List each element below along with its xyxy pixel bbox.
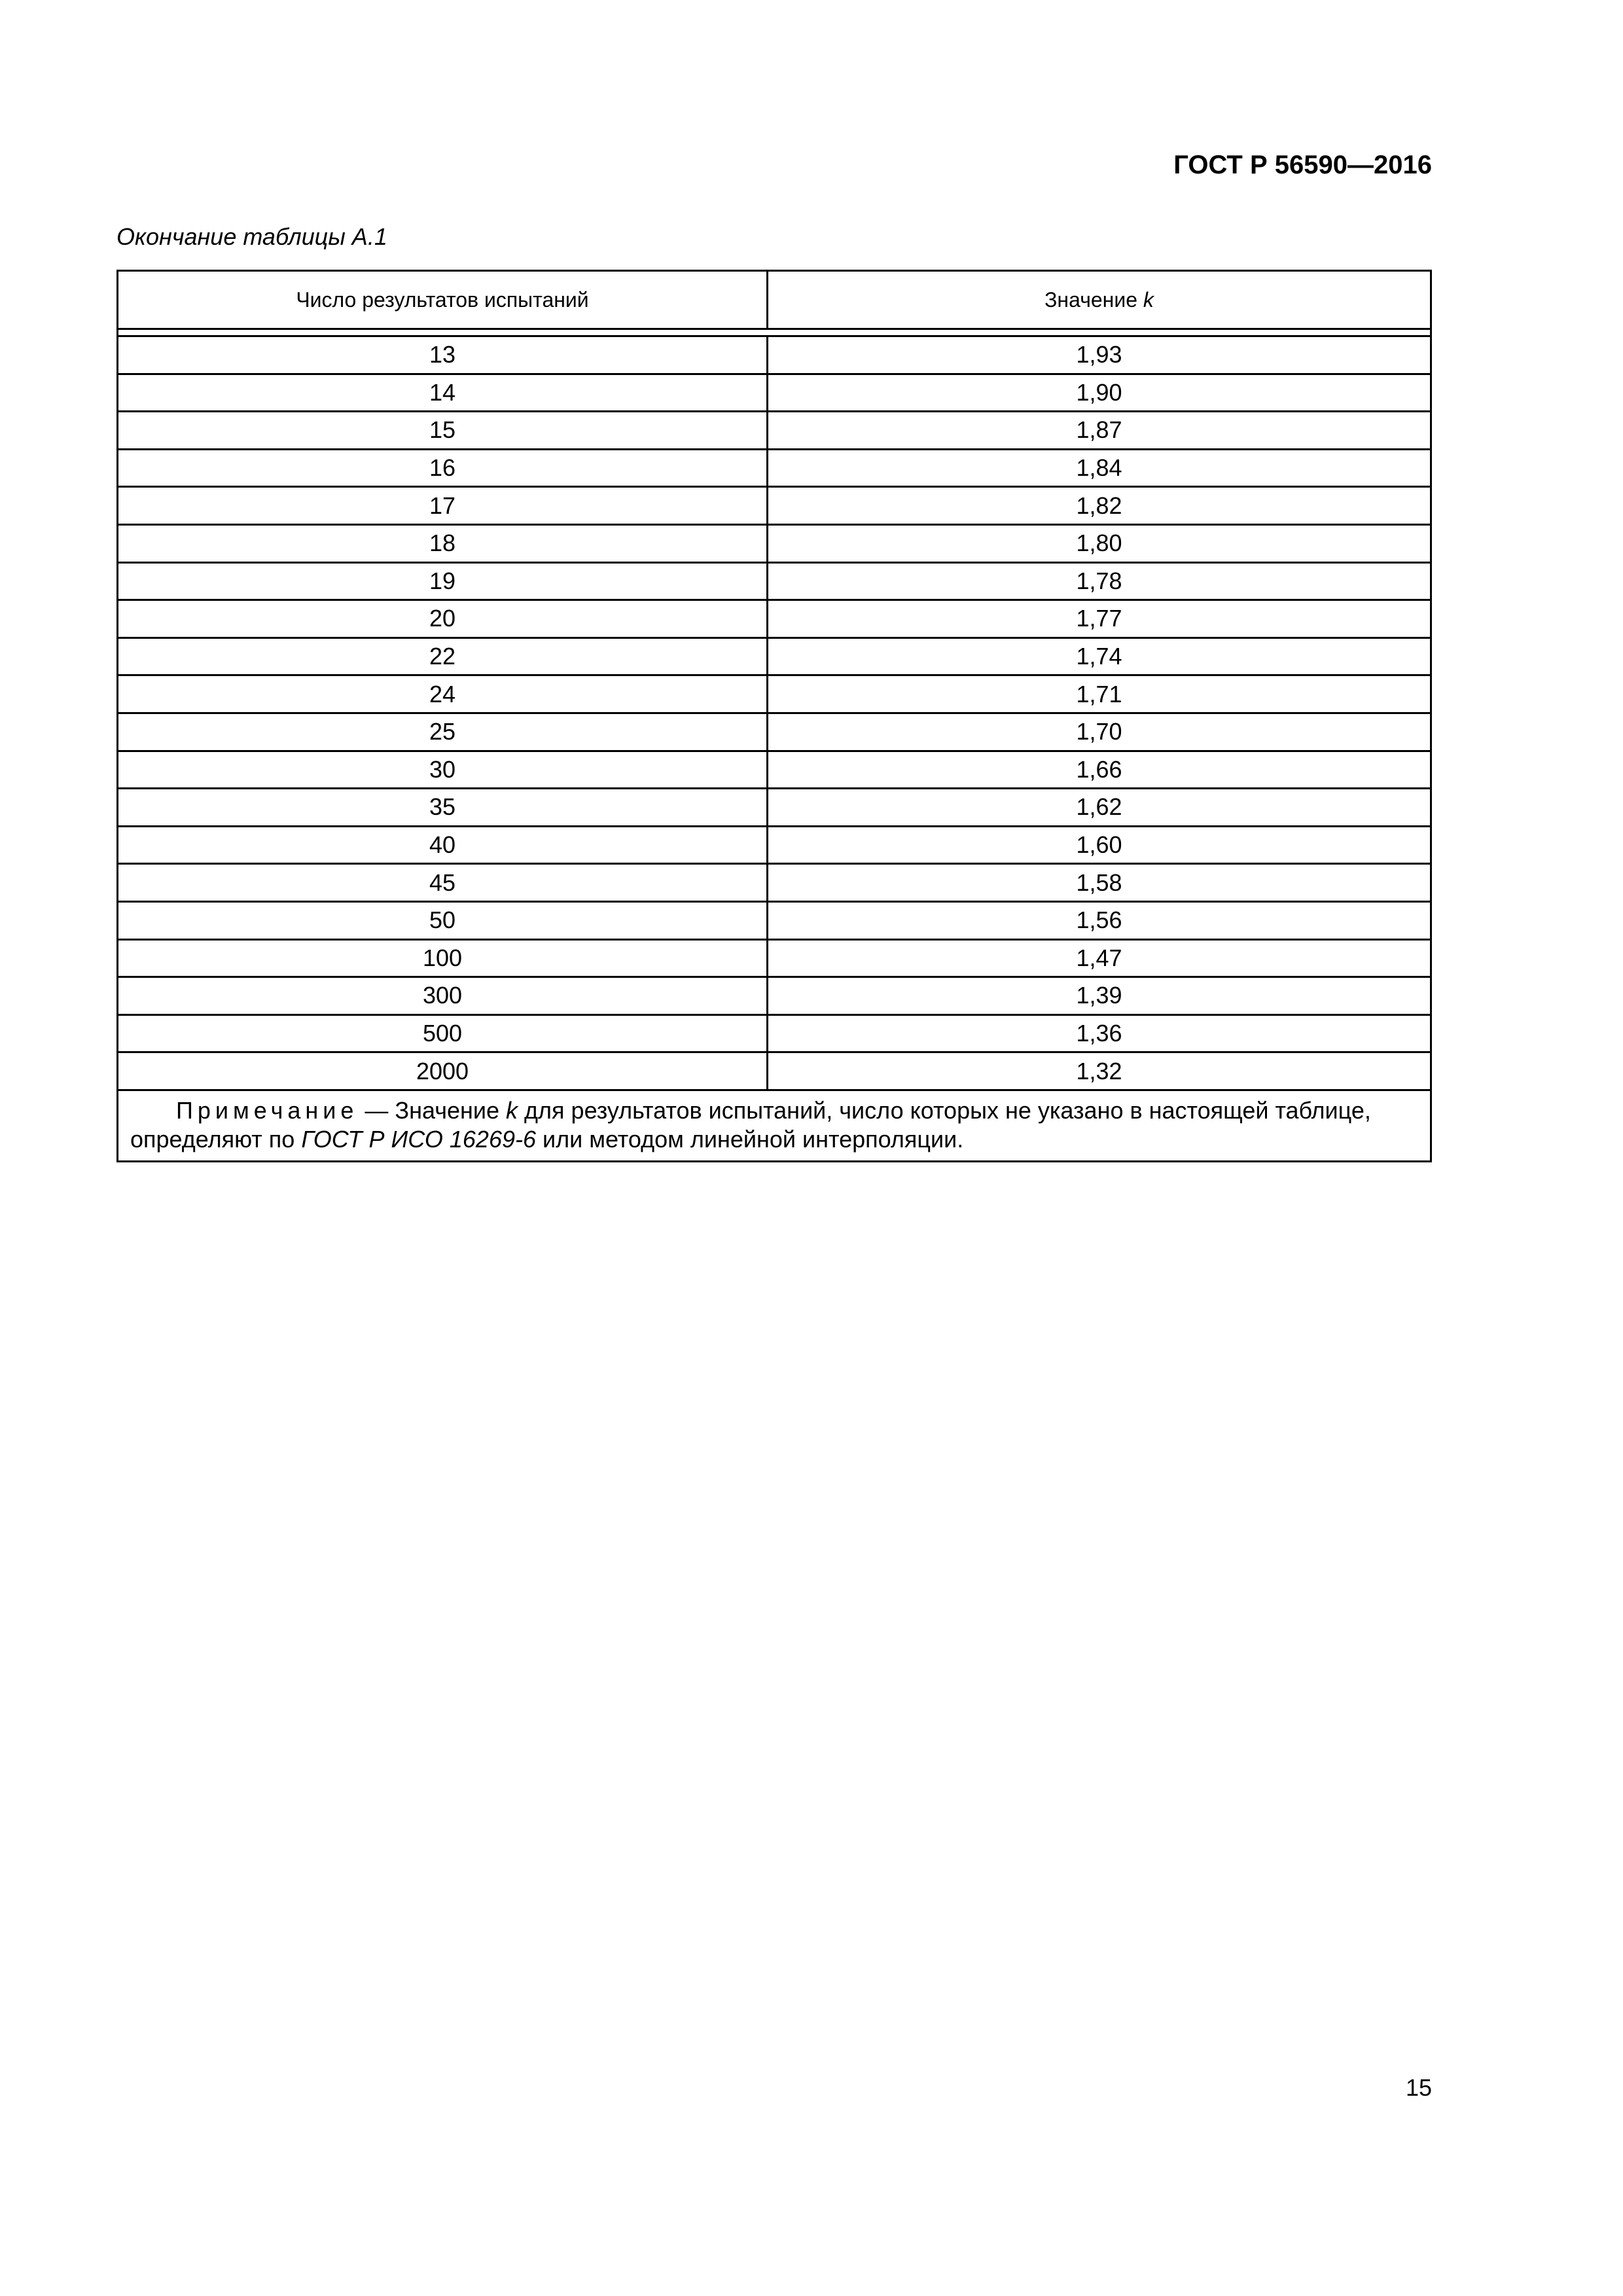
cell-test-count: 19	[118, 564, 768, 600]
table-row	[118, 337, 1430, 375]
table-row	[118, 526, 1430, 564]
page-number: 15	[1405, 2074, 1432, 2101]
table-row	[118, 488, 1430, 526]
cell-test-count: 40	[118, 827, 768, 863]
note-text-2: или методом линейной интерполяции.	[536, 1125, 964, 1153]
table-row	[118, 375, 1430, 413]
document-code: ГОСТ Р 56590—2016	[1173, 151, 1432, 179]
table-row	[118, 1016, 1430, 1054]
table-row	[118, 827, 1430, 865]
column-header-k	[768, 272, 1430, 328]
table-row	[118, 676, 1430, 714]
cell-k-value: 1,58	[1076, 869, 1122, 896]
cell-k-value: 1,74	[1076, 643, 1122, 670]
cell-k-value: 1,32	[1076, 1057, 1122, 1085]
cell-k-value: 1,80	[1076, 529, 1122, 557]
note-dash: — Значение	[358, 1096, 507, 1124]
table-row	[118, 714, 1430, 752]
cell-k-value: 1,93	[1076, 341, 1122, 368]
column-header-k-var: k	[1143, 287, 1154, 312]
table-body	[118, 337, 1430, 1091]
cell-test-count: 24	[118, 676, 768, 712]
table-row	[118, 865, 1430, 903]
cell-k-value: 1,62	[1076, 793, 1122, 821]
cell-k-value: 1,66	[1076, 755, 1122, 783]
cell-k-value: 1,70	[1076, 718, 1122, 745]
cell-test-count: 13	[118, 337, 768, 373]
table-row	[118, 1053, 1430, 1091]
cell-k-value: 1,90	[1076, 378, 1122, 406]
cell-test-count: 18	[118, 526, 768, 562]
values-table	[116, 270, 1432, 1162]
cell-test-count: 16	[118, 450, 768, 486]
cell-test-count: 50	[118, 903, 768, 939]
table-row	[118, 564, 1430, 601]
cell-test-count: 100	[118, 941, 768, 977]
cell-test-count: 45	[118, 865, 768, 901]
table-note	[118, 1091, 1430, 1160]
cell-k-value: 1,56	[1076, 906, 1122, 934]
column-header-k-prefix: Значение	[1044, 287, 1143, 312]
cell-test-count: 20	[118, 601, 768, 637]
cell-test-count: 35	[118, 789, 768, 825]
table-row	[118, 789, 1430, 827]
table-caption: Окончание таблицы А.1	[116, 223, 387, 250]
cell-k-value: 1,36	[1076, 1019, 1122, 1047]
cell-test-count: 300	[118, 978, 768, 1014]
table-header	[118, 272, 1430, 330]
note-var: k	[506, 1096, 518, 1124]
table-row	[118, 903, 1430, 941]
cell-k-value: 1,82	[1076, 492, 1122, 519]
cell-test-count: 500	[118, 1016, 768, 1052]
table-row	[118, 978, 1430, 1016]
cell-k-value: 1,60	[1076, 831, 1122, 859]
column-header-count: Число результатов испытаний	[118, 272, 768, 328]
cell-k-value: 1,47	[1076, 944, 1122, 971]
table-row	[118, 941, 1430, 978]
cell-k-value: 1,39	[1076, 982, 1122, 1009]
cell-test-count: 17	[118, 488, 768, 524]
cell-test-count: 15	[118, 412, 768, 448]
table-row	[118, 450, 1430, 488]
cell-test-count: 2000	[118, 1053, 768, 1089]
cell-k-value: 1,71	[1076, 680, 1122, 708]
cell-k-value: 1,77	[1076, 605, 1122, 632]
cell-test-count: 14	[118, 375, 768, 411]
cell-k-value: 1,84	[1076, 454, 1122, 482]
table-row	[118, 601, 1430, 639]
table-row	[118, 412, 1430, 450]
note-text-1: для результатов испытаний, число которых не указано в настоящей таблице, определяют по	[130, 1096, 1378, 1153]
cell-test-count: 25	[118, 714, 768, 750]
cell-k-value: 1,78	[1076, 567, 1122, 594]
table-row	[118, 639, 1430, 677]
header-double-rule	[118, 330, 1430, 337]
cell-test-count: 22	[118, 639, 768, 675]
table-row	[118, 752, 1430, 790]
note-label: Примечание	[176, 1096, 359, 1124]
note-reference: ГОСТ Р ИСО 16269-6	[301, 1125, 536, 1153]
cell-test-count: 30	[118, 752, 768, 788]
cell-k-value: 1,87	[1076, 416, 1122, 444]
